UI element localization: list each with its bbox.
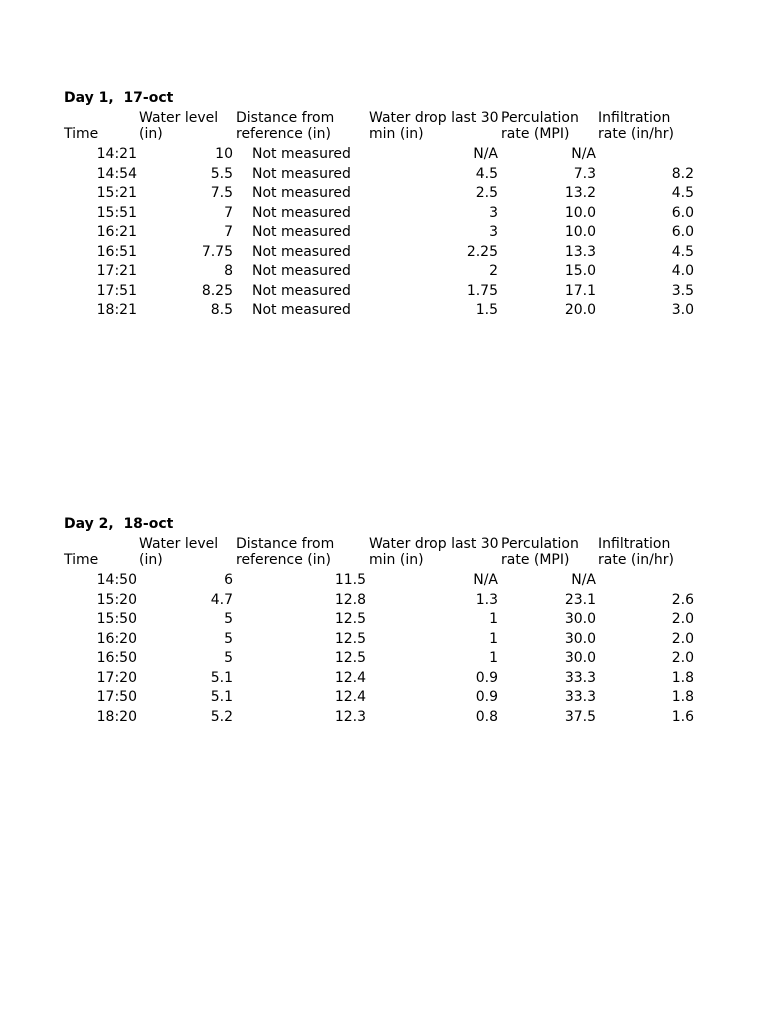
- header-water-level-line1: Water level: [139, 110, 219, 126]
- perculation-rate-cell: 33.3: [564, 689, 596, 705]
- day1-table: [64, 89, 704, 321]
- header-water-level-line2: (in): [139, 552, 163, 568]
- distance-cell: Not measured: [252, 146, 351, 162]
- distance-cell: Not measured: [252, 263, 351, 279]
- table-row: [64, 610, 704, 630]
- distance-cell: 12.4: [334, 689, 366, 705]
- water-drop-cell: 1: [489, 650, 498, 666]
- distance-cell: 12.5: [334, 650, 366, 666]
- water-drop-cell: 0.9: [475, 669, 498, 686]
- distance-cell: 12.5: [334, 611, 366, 627]
- water-drop-cell: 2.25: [466, 243, 498, 260]
- time-cell: 14:50: [96, 572, 137, 588]
- time-cell: 15:51: [96, 204, 137, 221]
- distance-cell: Not measured: [252, 302, 351, 318]
- header-water-level-line2: (in): [139, 126, 163, 142]
- distance-cell: Not measured: [252, 224, 351, 240]
- water-drop-cell: 4.5: [475, 165, 498, 182]
- header-perculation-line2: rate (MPI): [501, 552, 570, 568]
- time-cell: 17:50: [96, 689, 137, 705]
- perculation-rate-cell: 10.0: [564, 224, 596, 240]
- table-row: [64, 184, 704, 204]
- perculation-rate-cell: 13.3: [564, 243, 596, 260]
- header-distance-line2: reference (in): [236, 552, 331, 568]
- water-level-cell: 10: [215, 146, 233, 162]
- perculation-rate-cell: 37.5: [564, 708, 596, 725]
- table-row: [64, 243, 704, 263]
- time-cell: 15:20: [96, 591, 137, 608]
- table-row: [64, 282, 704, 302]
- day2-rows: [64, 571, 704, 727]
- time-cell: 17:51: [96, 282, 137, 299]
- perculation-rate-cell: 20.0: [564, 302, 596, 318]
- table-row: [64, 262, 704, 282]
- header-water-drop-line1: Water drop last 30: [369, 536, 499, 552]
- perculation-rate-cell: 30.0: [564, 611, 596, 627]
- infiltration-rate-cell: 8.2: [671, 165, 694, 182]
- water-level-cell: 5.2: [210, 708, 233, 725]
- water-level-cell: 5.5: [210, 165, 233, 182]
- distance-cell: Not measured: [252, 165, 351, 182]
- distance-cell: Not measured: [252, 185, 351, 201]
- header-time: Time: [64, 126, 99, 142]
- perculation-rate-cell: 33.3: [564, 669, 596, 686]
- water-level-cell: 5: [224, 611, 233, 627]
- table-row: [64, 708, 704, 728]
- distance-cell: 11.5: [334, 572, 366, 588]
- header-distance-line2: reference (in): [236, 126, 331, 142]
- table-row: [64, 630, 704, 650]
- perculation-rate-cell: 7.3: [573, 165, 596, 182]
- table-row: [64, 649, 704, 669]
- time-cell: 17:20: [96, 669, 137, 686]
- infiltration-rate-cell: 6.0: [671, 204, 694, 221]
- time-cell: 16:21: [96, 224, 137, 240]
- header-water-drop-line2: min (in): [369, 126, 424, 142]
- water-drop-cell: 0.8: [475, 708, 498, 725]
- header-water-level: [139, 536, 218, 568]
- time-cell: 18:20: [96, 708, 137, 725]
- day1-header-row: [64, 108, 704, 145]
- time-cell: 16:51: [96, 243, 137, 260]
- perculation-rate-cell: 10.0: [564, 204, 596, 221]
- day2-header-row: [64, 534, 704, 571]
- time-cell: 15:21: [96, 185, 137, 201]
- table-row: [64, 688, 704, 708]
- distance-cell: Not measured: [252, 282, 351, 299]
- water-drop-cell: 1: [489, 630, 498, 647]
- time-cell: 16:50: [96, 650, 137, 666]
- water-drop-cell: 0.9: [475, 689, 498, 705]
- distance-cell: Not measured: [252, 204, 351, 221]
- header-perculation-line2: rate (MPI): [501, 126, 570, 142]
- time-cell: 17:21: [96, 263, 137, 279]
- water-level-cell: 7.75: [201, 243, 233, 260]
- perculation-rate-cell: N/A: [571, 146, 596, 162]
- perculation-rate-cell: 17.1: [564, 282, 596, 299]
- water-level-cell: 8.5: [210, 302, 233, 318]
- perculation-rate-cell: N/A: [571, 572, 596, 588]
- infiltration-rate-cell: 1.8: [671, 669, 694, 686]
- perculation-rate-cell: 23.1: [564, 591, 596, 608]
- perculation-rate-cell: 13.2: [564, 185, 596, 201]
- header-infiltration: [598, 110, 674, 142]
- time-cell: 16:20: [96, 630, 137, 647]
- day2-title: Day 2, 18-oct: [64, 516, 174, 532]
- time-cell: 14:21: [96, 146, 137, 162]
- distance-cell: 12.3: [334, 708, 366, 725]
- header-infiltration: [598, 536, 674, 568]
- day1-title: Day 1, 17-oct: [64, 90, 174, 106]
- infiltration-rate-cell: 6.0: [671, 224, 694, 240]
- distance-cell: 12.4: [334, 669, 366, 686]
- header-infiltration-line1: Infiltration: [598, 110, 671, 126]
- header-time: Time: [64, 552, 99, 568]
- header-perculation-line1: Perculation: [501, 110, 579, 126]
- header-water-drop-line1: Water drop last 30: [369, 110, 499, 126]
- infiltration-rate-cell: 1.6: [671, 708, 694, 725]
- header-perculation-line1: Perculation: [501, 536, 579, 552]
- header-water-level-line1: Water level: [139, 536, 219, 552]
- time-cell: 14:54: [96, 165, 137, 182]
- water-level-cell: 8.25: [201, 282, 233, 299]
- header-water-level: [139, 110, 218, 142]
- table-row: [64, 669, 704, 689]
- table-row: [64, 301, 704, 321]
- perculation-rate-cell: 30.0: [564, 630, 596, 647]
- water-drop-cell: 2: [489, 263, 498, 279]
- distance-cell: 12.5: [334, 630, 366, 647]
- water-drop-cell: 3: [489, 204, 498, 221]
- water-drop-cell: 1.75: [466, 282, 498, 299]
- water-drop-cell: N/A: [473, 572, 498, 588]
- water-level-cell: 7: [224, 224, 233, 240]
- time-cell: 15:50: [96, 611, 137, 627]
- header-perculation: [501, 110, 579, 142]
- water-level-cell: 7: [224, 204, 233, 221]
- table-row: [64, 145, 704, 165]
- time-cell: 18:21: [96, 302, 137, 318]
- infiltration-rate-cell: 2.0: [671, 611, 694, 627]
- table-row: [64, 223, 704, 243]
- header-infiltration-line2: rate (in/hr): [598, 552, 674, 568]
- table-row: [64, 571, 704, 591]
- water-level-cell: 6: [224, 572, 233, 588]
- header-infiltration-line2: rate (in/hr): [598, 126, 674, 142]
- water-drop-cell: 2.5: [475, 185, 498, 201]
- water-drop-cell: 1.5: [475, 302, 498, 318]
- water-level-cell: 5: [224, 630, 233, 647]
- water-level-cell: 5: [224, 650, 233, 666]
- day1-rows: [64, 145, 704, 321]
- header-distance: [236, 110, 334, 142]
- infiltration-rate-cell: 3.5: [671, 282, 694, 299]
- header-distance: [236, 536, 334, 568]
- water-drop-cell: N/A: [473, 146, 498, 162]
- infiltration-rate-cell: 4.5: [671, 243, 694, 260]
- header-water-drop: [369, 536, 499, 568]
- infiltration-rate-cell: 4.5: [671, 185, 694, 201]
- water-drop-cell: 1: [489, 611, 498, 627]
- water-drop-cell: 1.3: [475, 591, 498, 608]
- header-perculation: [501, 536, 579, 568]
- water-level-cell: 8: [224, 263, 233, 279]
- water-level-cell: 7.5: [210, 185, 233, 201]
- infiltration-rate-cell: 3.0: [671, 302, 694, 318]
- table-row: [64, 591, 704, 611]
- header-water-drop-line2: min (in): [369, 552, 424, 568]
- header-infiltration-line1: Infiltration: [598, 536, 671, 552]
- water-level-cell: 4.7: [210, 591, 233, 608]
- water-drop-cell: 3: [489, 224, 498, 240]
- header-distance-line1: Distance from: [236, 536, 335, 552]
- perculation-rate-cell: 15.0: [564, 263, 596, 279]
- distance-cell: 12.8: [334, 591, 366, 608]
- header-water-drop: [369, 110, 499, 142]
- perculation-rate-cell: 30.0: [564, 650, 596, 666]
- infiltration-rate-cell: 1.8: [671, 689, 694, 705]
- infiltration-rate-cell: 2.6: [671, 591, 694, 608]
- header-distance-line1: Distance from: [236, 110, 335, 126]
- distance-cell: Not measured: [252, 243, 351, 260]
- table-row: [64, 165, 704, 185]
- water-level-cell: 5.1: [210, 669, 233, 686]
- infiltration-rate-cell: 2.0: [671, 650, 694, 666]
- table-row: [64, 204, 704, 224]
- infiltration-rate-cell: 2.0: [671, 630, 694, 647]
- infiltration-rate-cell: 4.0: [671, 263, 694, 279]
- day2-table: [64, 515, 704, 727]
- water-level-cell: 5.1: [210, 689, 233, 705]
